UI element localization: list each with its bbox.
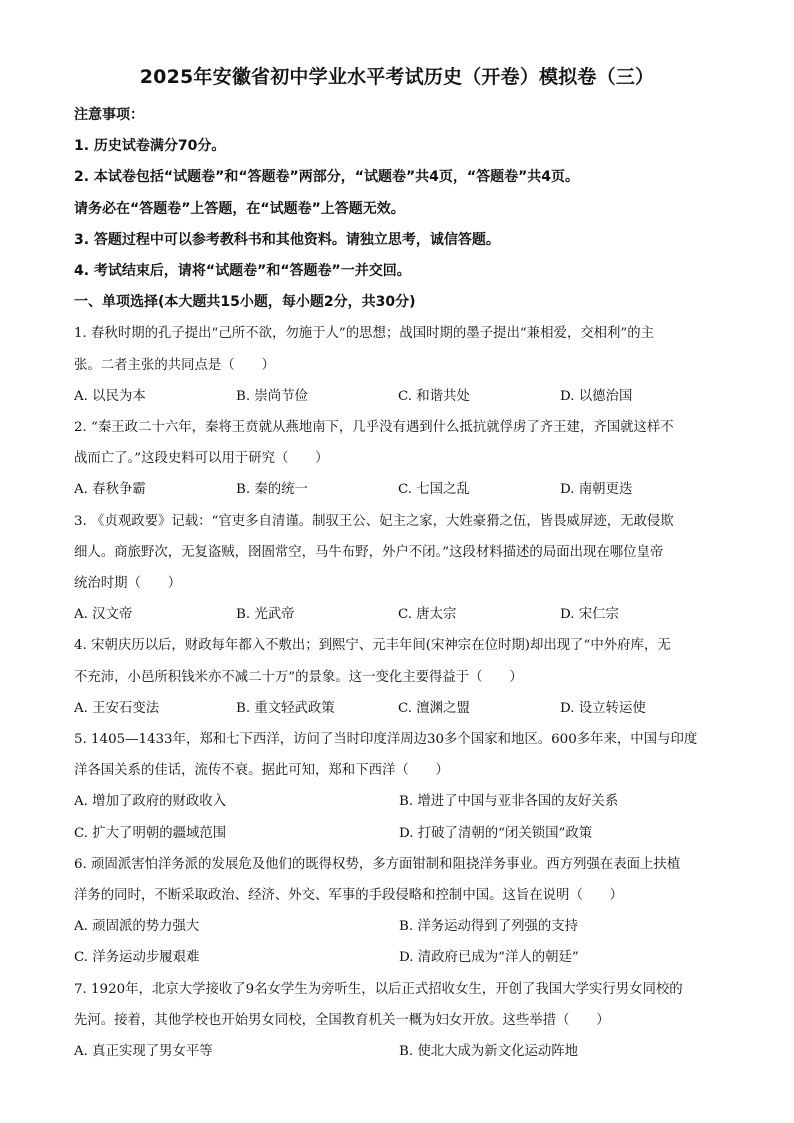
question-options bbox=[74, 381, 724, 412]
question-stem-line: 统治时期（ ） bbox=[74, 576, 182, 592]
question-stem-line: 1. 春秋时期的孔子提出“己所不欲，勿施于人”的思想；战国时期的墨子提出“兼相爱，交相利”的主 bbox=[74, 326, 655, 342]
question-4 bbox=[74, 630, 724, 724]
question-stem-line: 战而亡了。”这段史料可以用于研究（ ） bbox=[74, 451, 329, 467]
question-2 bbox=[74, 412, 724, 506]
option-b[interactable]: B. 秦的统一 bbox=[236, 482, 308, 498]
question-1 bbox=[74, 318, 724, 412]
question-options bbox=[74, 818, 724, 849]
option-b[interactable]: B. 洋务运动得到了列强的支持 bbox=[399, 919, 579, 935]
option-c[interactable]: C. 洋务运动步履艰难 bbox=[74, 950, 200, 966]
question-stem-line: 洋务的同时，不断采取政治、经济、外交、军事的手段侵略和控制中国。这旨在说明（ ） bbox=[74, 888, 624, 904]
notice-item: 2. 本试卷包括“试题卷”和“答题卷”两部分，“试题卷”共4页，“答题卷”共4页。 bbox=[74, 169, 580, 186]
option-b[interactable]: B. 使北大成为新文化运动阵地 bbox=[399, 1044, 579, 1060]
option-c[interactable]: C. 澶渊之盟 bbox=[398, 700, 470, 716]
question-stem-line: 细人。商旅野次，无复盗贼，囹圄常空，马牛布野，外户不闭。”这段材料描述的局面出现在哪位皇帝 bbox=[74, 544, 664, 560]
notice-heading: 注意事项： bbox=[74, 107, 144, 123]
question-3 bbox=[74, 506, 724, 631]
option-d[interactable]: D. 清政府已成为“洋人的朝廷” bbox=[399, 950, 579, 966]
exam-content bbox=[74, 100, 724, 1067]
option-a[interactable]: A. 顽固派的势力强大 bbox=[74, 919, 200, 935]
question-options bbox=[74, 1036, 724, 1067]
option-b[interactable]: B. 崇尚节俭 bbox=[236, 388, 308, 404]
question-stem-line: 张。二者主张的共同点是（ ） bbox=[74, 357, 275, 373]
option-c[interactable]: C. 七国之乱 bbox=[398, 482, 470, 498]
option-a[interactable]: A. 春秋争霸 bbox=[74, 482, 146, 498]
section-title: 一、单项选择(本大题共15小题，每小题2分，共30分) bbox=[74, 294, 416, 311]
option-b[interactable]: B. 光武帝 bbox=[236, 607, 295, 623]
question-stem-line: 3. 《贞观政要》记载：“官吏多自清谨。制驭王公、妃主之家，大姓豪猾之伍，皆畏威屏迹，无敢侵欺 bbox=[74, 513, 674, 529]
question-options bbox=[74, 693, 724, 724]
option-a[interactable]: A. 汉文帝 bbox=[74, 607, 133, 623]
option-b[interactable]: B. 重文轻武政策 bbox=[236, 700, 335, 716]
option-c[interactable]: C. 唐太宗 bbox=[398, 607, 457, 623]
question-stem-line: 6. 顽固派害怕洋务派的发展危及他们的既得权势，多方面钳制和阻挠洋务事业。西方列强在表面上扶植 bbox=[74, 856, 681, 872]
question-options bbox=[74, 911, 724, 942]
question-stem-line: 5. 1405—1433年，郑和七下西洋，访问了当时印度洋周边30多个国家和地区。600多年来，中国与印度 bbox=[74, 732, 698, 748]
question-stem-line: 不充沛，小邑所积钱米亦不减二十万”的景象。这一变化主要得益于（ ） bbox=[74, 669, 523, 685]
option-d[interactable]: D. 宋仁宗 bbox=[560, 607, 619, 623]
question-7 bbox=[74, 974, 724, 1068]
option-d[interactable]: D. 设立转运使 bbox=[560, 700, 646, 716]
notice-block bbox=[74, 100, 724, 287]
option-a[interactable]: A. 真正实现了男女平等 bbox=[74, 1044, 213, 1060]
option-c[interactable]: C. 和谐共处 bbox=[398, 388, 470, 404]
option-a[interactable]: A. 王安石变法 bbox=[74, 700, 160, 716]
option-d[interactable]: D. 打破了清朝的“闭关锁国”政策 bbox=[399, 825, 593, 841]
question-options bbox=[74, 474, 724, 505]
question-options bbox=[74, 599, 724, 630]
question-stem-line: 4. 宋朝庆历以后，财政每年都入不敷出；到熙宁、元丰年间(宋神宗在位时期)却出现了“中外府库，无 bbox=[74, 638, 671, 654]
question-stem-line: 洋各国关系的佳话，流传不衰。据此可知，郑和下西洋（ ） bbox=[74, 763, 449, 779]
option-a[interactable]: A. 增加了政府的财政收入 bbox=[74, 794, 227, 810]
question-6 bbox=[74, 849, 724, 974]
notice-item: 3. 答题过程中可以参考教科书和其他资料。请独立思考，诚信答题。 bbox=[74, 231, 500, 248]
notice-item: 1. 历史试卷满分70分。 bbox=[74, 138, 226, 155]
question-options bbox=[74, 942, 724, 973]
option-b[interactable]: B. 增进了中国与亚非各国的友好关系 bbox=[399, 794, 619, 810]
question-stem-line: 2. “秦王政二十六年，秦将王贲就从燕地南下，几乎没有遇到什么抵抗就俘虏了齐王建，齐国就这样不 bbox=[74, 420, 674, 436]
notice-item: 4. 考试结束后，请将“试题卷”和“答题卷”一并交回。 bbox=[74, 263, 411, 280]
question-options bbox=[74, 786, 724, 817]
notice-item: 请务必在“答题卷”上答题，在“试题卷”上答题无效。 bbox=[74, 200, 405, 217]
question-5 bbox=[74, 724, 724, 849]
option-c[interactable]: C. 扩大了明朝的疆域范围 bbox=[74, 825, 227, 841]
option-d[interactable]: D. 以德治国 bbox=[560, 388, 633, 404]
question-stem-line: 7. 1920年，北京大学接收了9名女学生为旁听生，以后正式招收女生，开创了我国大学实行男女同校的 bbox=[74, 981, 683, 997]
exam-title: 2025年安徽省初中学业水平考试历史（开卷）模拟卷（三） bbox=[139, 66, 655, 88]
option-d[interactable]: D. 南朝更迭 bbox=[560, 482, 633, 498]
question-stem-line: 先河。接着，其他学校也开始男女同校，全国教育机关一概为妇女开放。这些举措（ ） bbox=[74, 1012, 610, 1028]
option-a[interactable]: A. 以民为本 bbox=[74, 388, 146, 404]
